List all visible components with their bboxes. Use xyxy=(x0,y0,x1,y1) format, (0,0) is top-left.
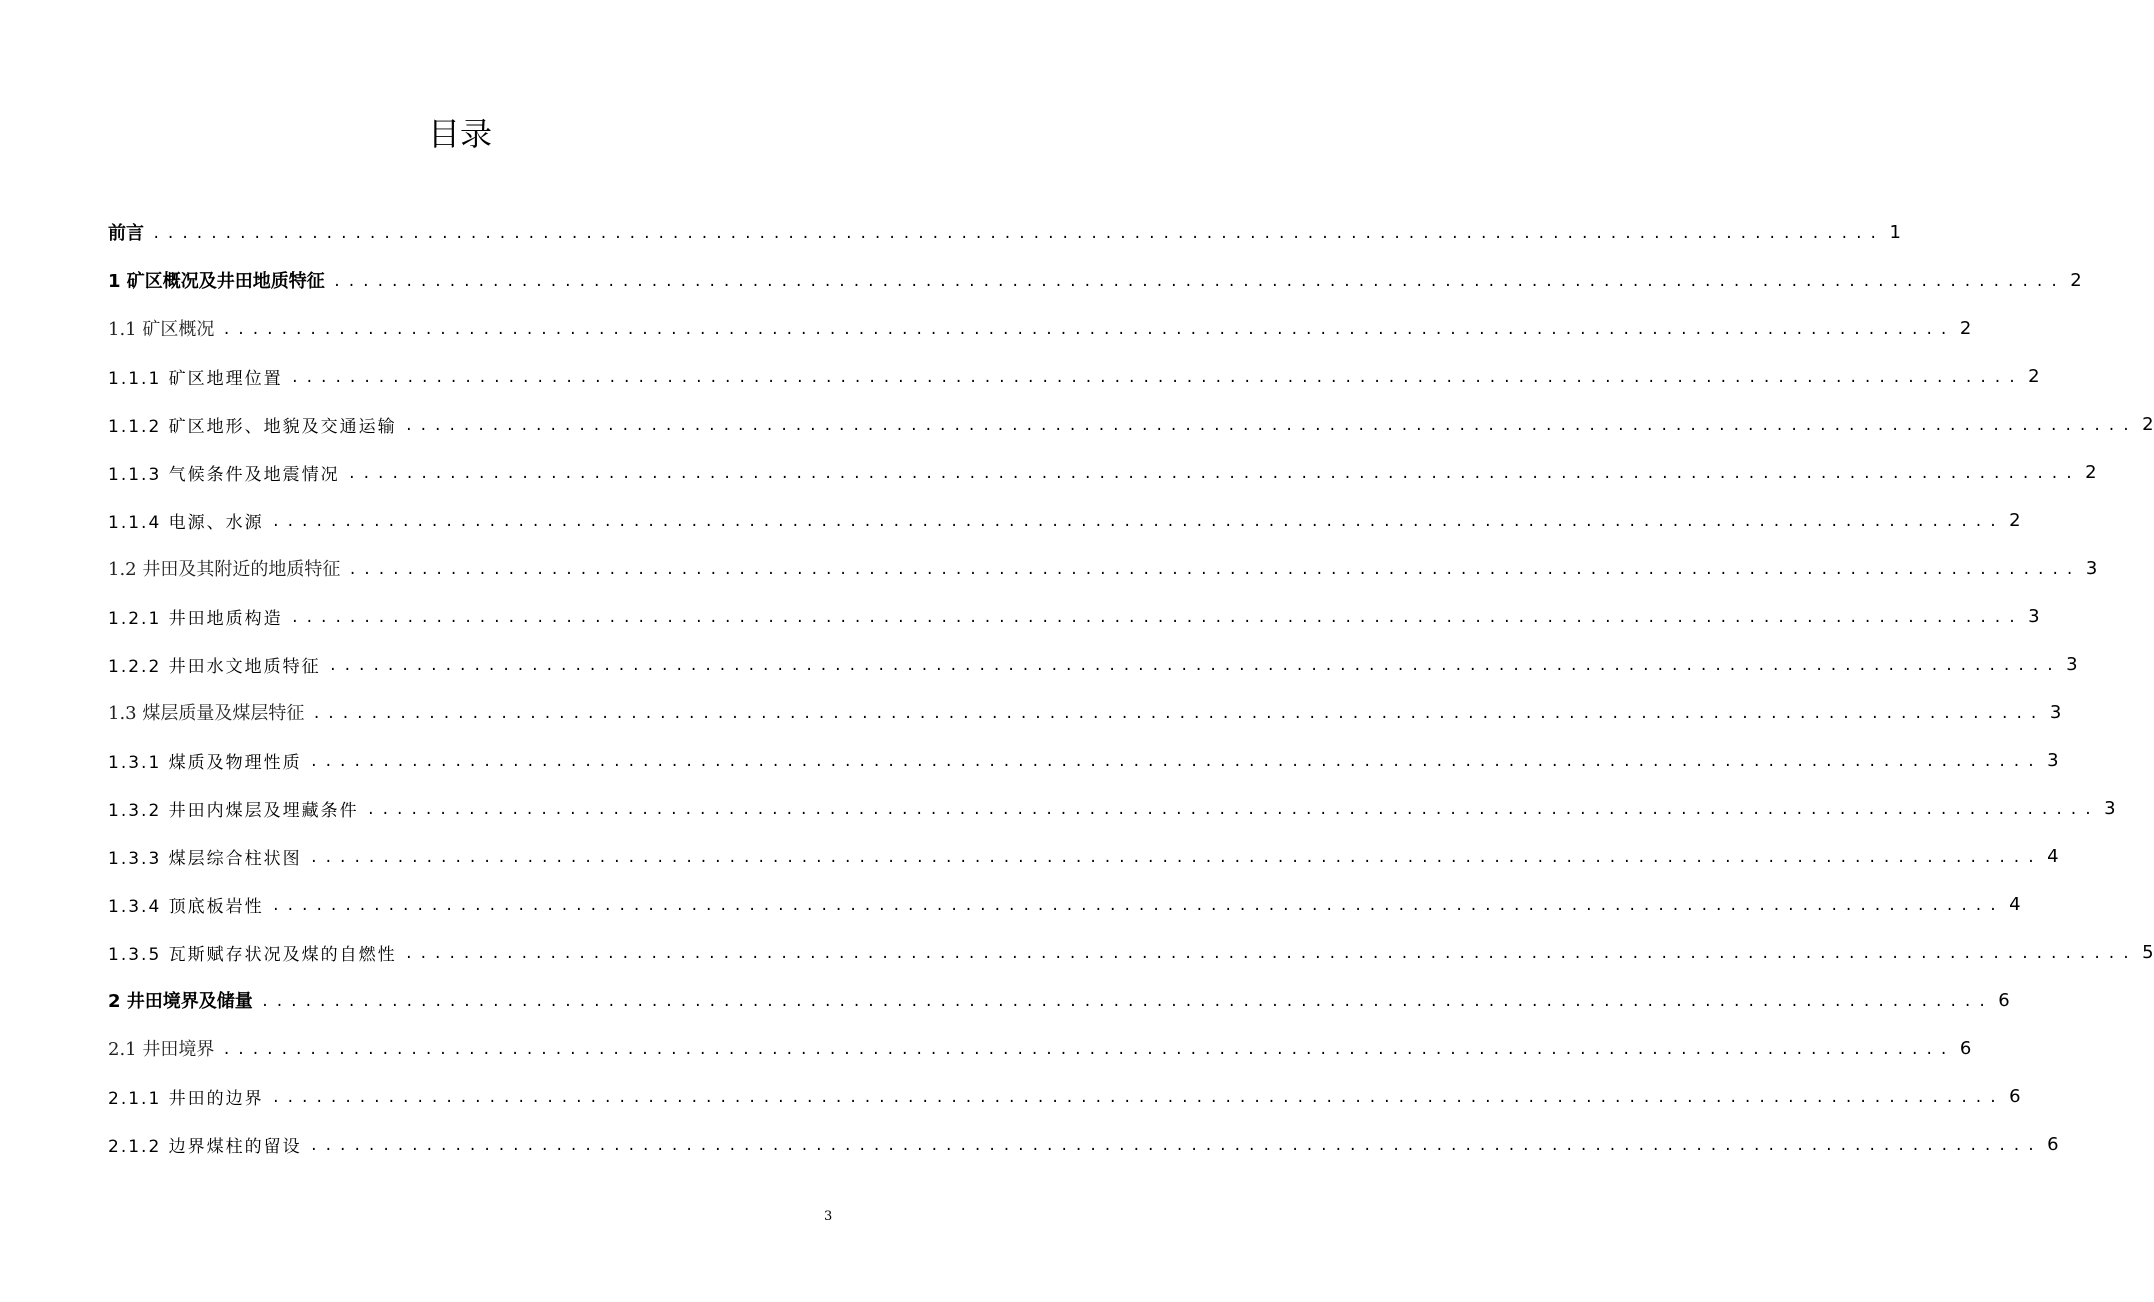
toc-entry-page: 4 xyxy=(2047,845,2059,867)
toc-entry-page: 5 xyxy=(2142,941,2154,963)
toc-entry-label: 1.3.4 顶底板岩性 xyxy=(108,896,264,917)
toc-entry-page: 2 xyxy=(2070,269,2082,291)
dot-leader: ........................................................................................................................ xyxy=(290,610,2023,626)
dot-leader: ........................................................................................................................ xyxy=(222,322,1954,338)
toc-entry[interactable] xyxy=(108,1024,1972,1072)
toc-entry[interactable] xyxy=(108,640,2078,688)
toc-entry[interactable] xyxy=(108,304,1972,352)
toc-entry-page: 3 xyxy=(2049,701,2062,723)
dot-leader: ........................................................................................................................ xyxy=(222,1042,1954,1058)
toc-entry[interactable] xyxy=(108,1120,2059,1168)
toc-entry[interactable] xyxy=(108,832,2059,880)
toc-entry[interactable] xyxy=(108,448,2097,496)
toc-entry-label: 1.1.3 气候条件及地震情况 xyxy=(108,464,340,485)
dot-leader: ........................................................................................................................ xyxy=(404,946,2137,962)
dot-leader: ........................................................................................................................ xyxy=(348,562,2080,578)
dot-leader: ........................................................................................................................ xyxy=(347,466,2080,482)
dot-leader: ........................................................................................................................ xyxy=(328,658,2061,674)
dot-leader: ........................................................................................................................ xyxy=(309,754,2042,770)
dot-leader: ........................................................................................................................ xyxy=(309,1138,2042,1154)
toc-entry-page: 1 xyxy=(1889,221,1901,243)
toc-entry-label: 2.1 井田境界 xyxy=(108,1039,215,1060)
toc-entry-label: 1.1.2 矿区地形、地貌及交通运输 xyxy=(108,416,397,437)
toc-entry-page: 6 xyxy=(2047,1133,2059,1155)
dot-leader: ........................................................................................................................ xyxy=(271,1090,2004,1106)
toc-entry-page: 3 xyxy=(2104,797,2116,819)
toc-entry[interactable] xyxy=(108,928,2154,976)
dot-leader: ........................................................................................................................ xyxy=(309,850,2042,866)
toc-entry-page: 2 xyxy=(1959,317,1972,339)
toc-entry[interactable] xyxy=(108,976,2010,1024)
toc-entry-label: 2 井田境界及储量 xyxy=(108,991,253,1012)
toc-entry-page: 3 xyxy=(2047,749,2059,771)
toc-entry-label: 1.2 井田及其附近的地质特征 xyxy=(108,559,341,580)
toc-entry-page: 6 xyxy=(2009,1085,2021,1107)
dot-leader: ........................................................................................................................ xyxy=(271,514,2004,530)
dot-leader: ........................................................................................................................ xyxy=(332,274,2065,290)
toc-entry[interactable] xyxy=(108,880,2021,928)
toc-entry-page: 4 xyxy=(2009,893,2021,915)
toc-entry[interactable] xyxy=(108,352,2040,400)
toc-entry-label: 1.3 煤层质量及煤层特征 xyxy=(108,703,305,724)
toc-entry-label: 1.2.2 井田水文地质特征 xyxy=(108,656,321,677)
toc-entry-page: 2 xyxy=(2142,413,2154,435)
toc-entry-label: 1.3.2 井田内煤层及埋藏条件 xyxy=(108,800,359,821)
dot-leader: ........................................................................................................................ xyxy=(260,994,1993,1010)
table-of-contents xyxy=(108,208,2154,1168)
toc-entry[interactable] xyxy=(108,1072,2021,1120)
toc-entry[interactable] xyxy=(108,400,2154,448)
toc-entry-page: 6 xyxy=(1959,1037,1972,1059)
toc-entry-page: 2 xyxy=(2028,365,2040,387)
toc-entry-label: 2.1.2 边界煤柱的留设 xyxy=(108,1136,302,1157)
toc-entry[interactable] xyxy=(108,784,2116,832)
toc-entry[interactable] xyxy=(108,688,2062,736)
toc-entry-label: 1.3.1 煤质及物理性质 xyxy=(108,752,302,773)
page-title: 目录 xyxy=(427,115,492,153)
toc-entry-label: 1.2.1 井田地质构造 xyxy=(108,608,283,629)
toc-entry-label: 1.1.1 矿区地理位置 xyxy=(108,368,283,389)
toc-entry-label: 1.3.5 瓦斯赋存状况及煤的自燃性 xyxy=(108,944,397,965)
dot-leader: ........................................................................................................................ xyxy=(366,802,2099,818)
toc-entry[interactable] xyxy=(108,544,2098,592)
toc-entry-page: 2 xyxy=(2009,509,2021,531)
toc-entry[interactable] xyxy=(108,256,2082,304)
toc-entry[interactable] xyxy=(108,592,2040,640)
dot-leader: ........................................................................................................................ xyxy=(271,898,2004,914)
toc-entry-label: 2.1.1 井田的边界 xyxy=(108,1088,264,1109)
toc-entry-page: 3 xyxy=(2028,605,2040,627)
toc-entry-page: 2 xyxy=(2085,461,2097,483)
dot-leader: ........................................................................................................................ xyxy=(290,370,2023,386)
page-number: 3 xyxy=(824,1209,833,1224)
toc-entry-page: 6 xyxy=(1998,989,2010,1011)
toc-entry-page: 3 xyxy=(2066,653,2078,675)
toc-entry[interactable] xyxy=(108,208,1901,256)
toc-entry[interactable] xyxy=(108,496,2021,544)
dot-leader: ........................................................................................................................ xyxy=(404,418,2137,434)
toc-entry-label: 前言 xyxy=(108,223,144,244)
toc-entry-label: 1 矿区概况及井田地质特征 xyxy=(108,271,325,292)
dot-leader: ........................................................................................................................ xyxy=(312,706,2044,722)
toc-entry-label: 1.1 矿区概况 xyxy=(108,319,215,340)
toc-entry-page: 3 xyxy=(2085,557,2098,579)
toc-entry[interactable] xyxy=(108,736,2059,784)
toc-entry-label: 1.1.4 电源、水源 xyxy=(108,512,264,533)
dot-leader: ........................................................................................................................ xyxy=(152,226,1884,242)
toc-entry-label: 1.3.3 煤层综合柱状图 xyxy=(108,848,302,869)
